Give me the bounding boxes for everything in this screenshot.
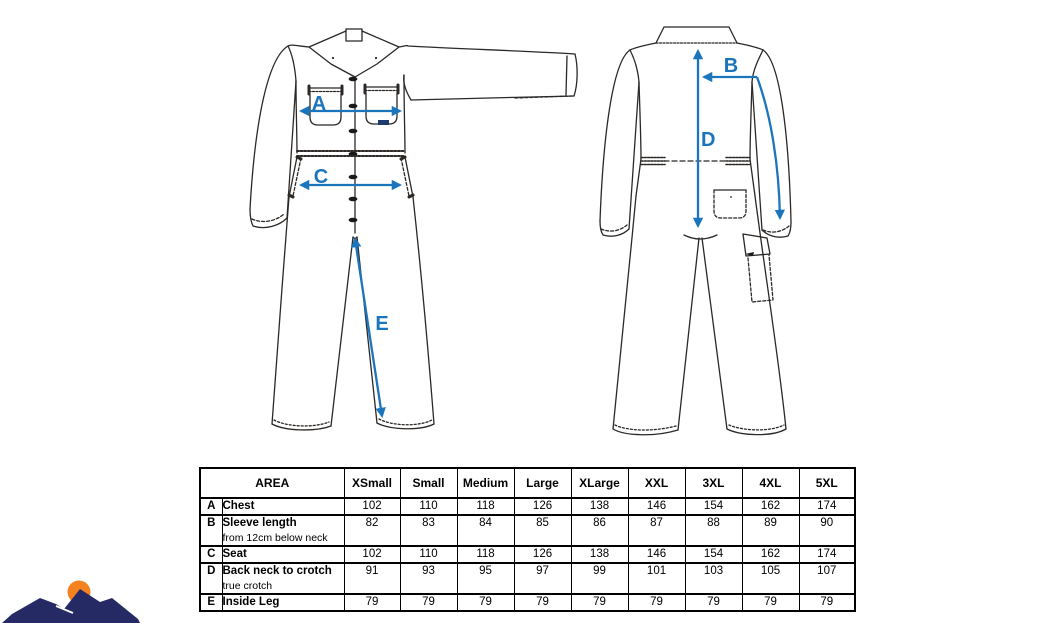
size-value: 110 — [400, 546, 457, 563]
front-left-arm-outer — [250, 45, 309, 209]
size-value: 146 — [628, 546, 685, 563]
front-right-leg-outer — [413, 197, 434, 424]
size-value: 105 — [742, 563, 799, 594]
size-value: 174 — [799, 498, 855, 515]
front-left-leg-inner — [331, 237, 353, 426]
measurement-arrows — [301, 51, 780, 416]
measure-label-c: C — [313, 166, 329, 188]
size-value: 95 — [457, 563, 514, 594]
back-right-arm-outer — [763, 50, 791, 222]
col-header-medium: Medium — [457, 468, 514, 498]
size-value: 85 — [514, 515, 571, 546]
table-row-chest — [200, 498, 855, 515]
measure-arrow-b-sleeve — [757, 77, 780, 218]
size-value: 83 — [400, 515, 457, 546]
size-value: 89 — [742, 515, 799, 546]
size-value: 79 — [571, 594, 628, 611]
row-label: Chest — [222, 498, 344, 515]
front-left-side — [296, 81, 297, 153]
size-value: 118 — [457, 498, 514, 515]
pocket-brand-label — [378, 120, 389, 125]
back-view-drawing — [600, 27, 791, 435]
back-right-leg-outer — [755, 196, 786, 429]
size-value: 99 — [571, 563, 628, 594]
size-value: 97 — [514, 563, 571, 594]
size-value: 102 — [344, 498, 400, 515]
size-value: 102 — [344, 546, 400, 563]
size-value: 107 — [799, 563, 855, 594]
size-value: 86 — [571, 515, 628, 546]
back-collar — [656, 27, 737, 43]
front-chest-pocket-right — [365, 85, 398, 125]
measure-label-d: D — [701, 129, 716, 151]
front-buttons — [349, 77, 358, 223]
size-value: 146 — [628, 498, 685, 515]
front-view-drawing — [250, 29, 577, 430]
col-header-xlarge: XLarge — [571, 468, 628, 498]
measure-label-a: A — [311, 93, 327, 115]
back-left-arm-outer — [600, 50, 630, 221]
front-left-cuff — [250, 209, 287, 228]
col-header-area: AREA — [200, 468, 344, 498]
size-value: 79 — [400, 594, 457, 611]
row-letter: B — [200, 515, 222, 546]
row-letter: C — [200, 546, 222, 563]
measure-label-b: B — [723, 55, 739, 77]
size-value: 103 — [685, 563, 742, 594]
row-letter: E — [200, 594, 222, 611]
col-header-5xl: 5XL — [799, 468, 855, 498]
size-value: 138 — [571, 546, 628, 563]
size-value: 79 — [742, 594, 799, 611]
back-pocket — [714, 190, 746, 218]
collar-left-lapel — [309, 31, 355, 77]
row-letter: D — [200, 563, 222, 594]
size-value: 79 — [685, 594, 742, 611]
size-value: 162 — [742, 546, 799, 563]
collar-tab — [346, 29, 362, 41]
size-value: 88 — [685, 515, 742, 546]
size-value: 162 — [742, 498, 799, 515]
front-right-cuff — [574, 54, 577, 96]
col-header-small: Small — [400, 468, 457, 498]
col-header-xsmall: XSmall — [344, 468, 400, 498]
col-header-large: Large — [514, 468, 571, 498]
size-value: 101 — [628, 563, 685, 594]
front-right-arm-top — [399, 46, 575, 54]
size-value: 82 — [344, 515, 400, 546]
size-value: 154 — [685, 546, 742, 563]
row-label: Sleeve length from 12cm below neck — [222, 515, 344, 546]
size-table — [199, 467, 856, 612]
size-value: 110 — [400, 498, 457, 515]
size-value: 79 — [344, 594, 400, 611]
col-header-4xl: 4XL — [742, 468, 799, 498]
table-row-back-neck-to-crotch — [200, 563, 855, 594]
row-label: Inside Leg — [222, 594, 344, 611]
size-value: 84 — [457, 515, 514, 546]
table-row-sleeve-length — [200, 515, 855, 546]
size-value: 126 — [514, 498, 571, 515]
size-value: 126 — [514, 546, 571, 563]
row-label: Seat — [222, 546, 344, 563]
size-value: 118 — [457, 546, 514, 563]
size-value: 79 — [514, 594, 571, 611]
size-table-container — [199, 467, 856, 612]
front-left-leg-outer — [272, 197, 289, 424]
size-value: 93 — [400, 563, 457, 594]
size-value: 87 — [628, 515, 685, 546]
col-header-3xl: 3XL — [685, 468, 742, 498]
back-elastic-waist — [641, 158, 750, 165]
measure-label-e: E — [375, 313, 389, 335]
table-header-row — [200, 468, 855, 498]
size-value: 174 — [799, 546, 855, 563]
size-value: 91 — [344, 563, 400, 594]
row-letter: A — [200, 498, 222, 515]
size-value: 79 — [799, 594, 855, 611]
size-value: 79 — [628, 594, 685, 611]
mountain-sun-logo — [0, 568, 150, 623]
size-value: 154 — [685, 498, 742, 515]
size-value: 79 — [457, 594, 514, 611]
size-value: 90 — [799, 515, 855, 546]
col-header-xxl: XXL — [628, 468, 685, 498]
table-row-seat — [200, 546, 855, 563]
size-value: 138 — [571, 498, 628, 515]
table-row-inside-leg — [200, 594, 855, 611]
row-label: Back neck to crotch true crotch — [222, 563, 344, 594]
